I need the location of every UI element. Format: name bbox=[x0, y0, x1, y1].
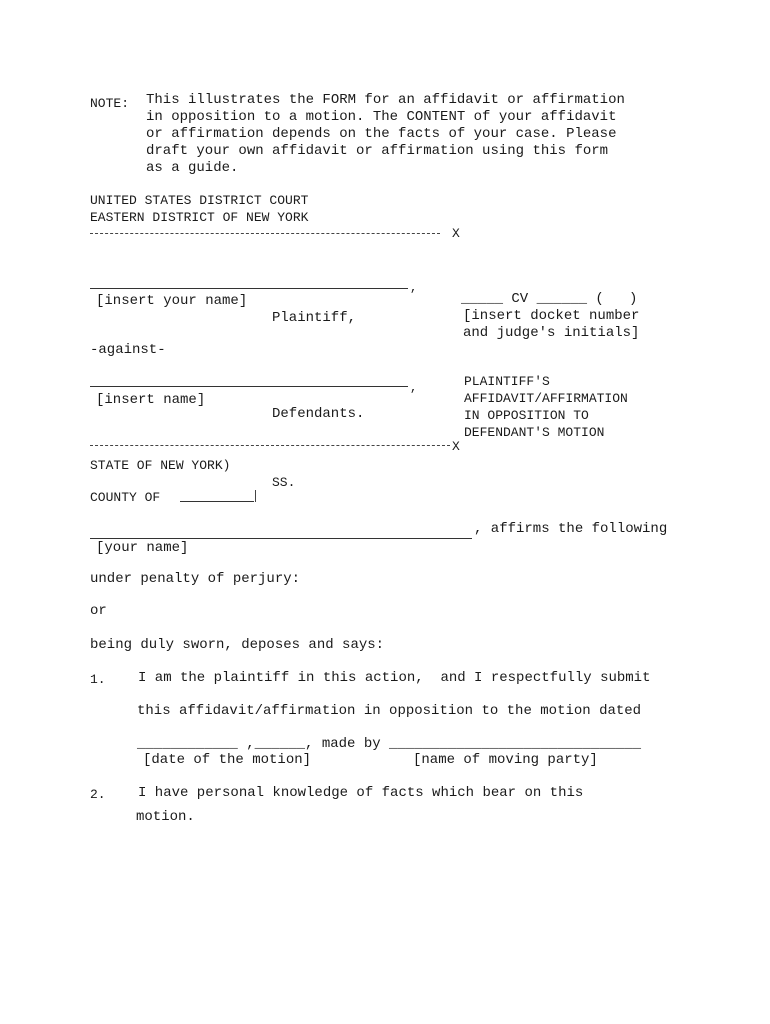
affiant-name-line bbox=[90, 538, 472, 539]
against-label: -against- bbox=[90, 342, 166, 358]
plaintiff-role: Plaintiff, bbox=[272, 310, 357, 326]
caption-bottom-x: X bbox=[452, 439, 460, 454]
court-district: EASTERN DISTRICT OF NEW YORK bbox=[90, 210, 309, 225]
note-line-5: as a guide. bbox=[146, 160, 239, 176]
note-line-2: in opposition to a motion. The CONTENT of your affidavit bbox=[146, 109, 617, 125]
venue-ss: SS. bbox=[272, 475, 296, 490]
perjury-text: under penalty of perjury: bbox=[90, 571, 301, 587]
plaintiff-name-line bbox=[90, 288, 408, 289]
plaintiff-name-hint: [insert your name] bbox=[96, 293, 248, 309]
affirms-text: , affirms the following bbox=[474, 521, 668, 537]
doc-title-1: PLAINTIFF'S bbox=[464, 374, 550, 389]
defendant-name-hint: [insert name] bbox=[96, 392, 206, 408]
caption-bottom-divider bbox=[90, 445, 450, 446]
moving-party-hint: [name of moving party] bbox=[413, 752, 598, 768]
docket-number-line: _____ CV ______ ( ) bbox=[461, 291, 638, 307]
doc-title-2: AFFIDAVIT/AFFIRMATION bbox=[464, 391, 628, 406]
paragraph-1-line-2: this affidavit/affirmation in opposition to the motion dated bbox=[137, 703, 642, 719]
paragraph-2-number: 2. bbox=[90, 787, 106, 802]
defendant-comma: , bbox=[410, 381, 418, 395]
date-of-motion-hint: [date of the motion] bbox=[143, 752, 312, 768]
docket-hint-1: [insert docket number bbox=[463, 308, 640, 324]
court-name: UNITED STATES DISTRICT COURT bbox=[90, 193, 309, 208]
docket-hint-2: and judge's initials] bbox=[463, 325, 640, 341]
defendant-role: Defendants. bbox=[272, 406, 365, 422]
county-bracket bbox=[255, 490, 256, 502]
paragraph-1-number: 1. bbox=[90, 672, 106, 687]
venue-state: STATE OF NEW YORK) bbox=[90, 458, 231, 473]
paragraph-2-line-1: I have personal knowledge of facts which bear on this bbox=[138, 785, 584, 801]
county-blank-line bbox=[180, 501, 254, 502]
paragraph-1-line-1: I am the plaintiff in this action, and I respectfully submit bbox=[138, 670, 651, 686]
note-line-1: This illustrates the FORM for an affidavit or affirmation bbox=[146, 92, 625, 108]
doc-title-3: IN OPPOSITION TO bbox=[464, 408, 589, 423]
your-name-hint: [your name] bbox=[96, 540, 189, 556]
plaintiff-comma: , bbox=[410, 281, 418, 295]
paragraph-1-date-line: ____________ ,______, made by ______________________________ bbox=[137, 736, 642, 752]
caption-top-divider bbox=[90, 233, 440, 234]
note-line-4: draft your own affidavit or affirmation using this form bbox=[146, 143, 609, 159]
note-label: NOTE: bbox=[90, 96, 130, 111]
paragraph-2-line-2: motion. bbox=[136, 809, 195, 825]
doc-title-4: DEFENDANT'S MOTION bbox=[464, 425, 605, 440]
defendant-name-line bbox=[90, 386, 408, 387]
caption-top-x: X bbox=[452, 226, 460, 241]
or-text: or bbox=[90, 603, 107, 619]
sworn-text: being duly sworn, deposes and says: bbox=[90, 637, 385, 653]
note-line-3: or affirmation depends on the facts of your case. Please bbox=[146, 126, 617, 142]
venue-county: COUNTY OF bbox=[90, 490, 161, 505]
